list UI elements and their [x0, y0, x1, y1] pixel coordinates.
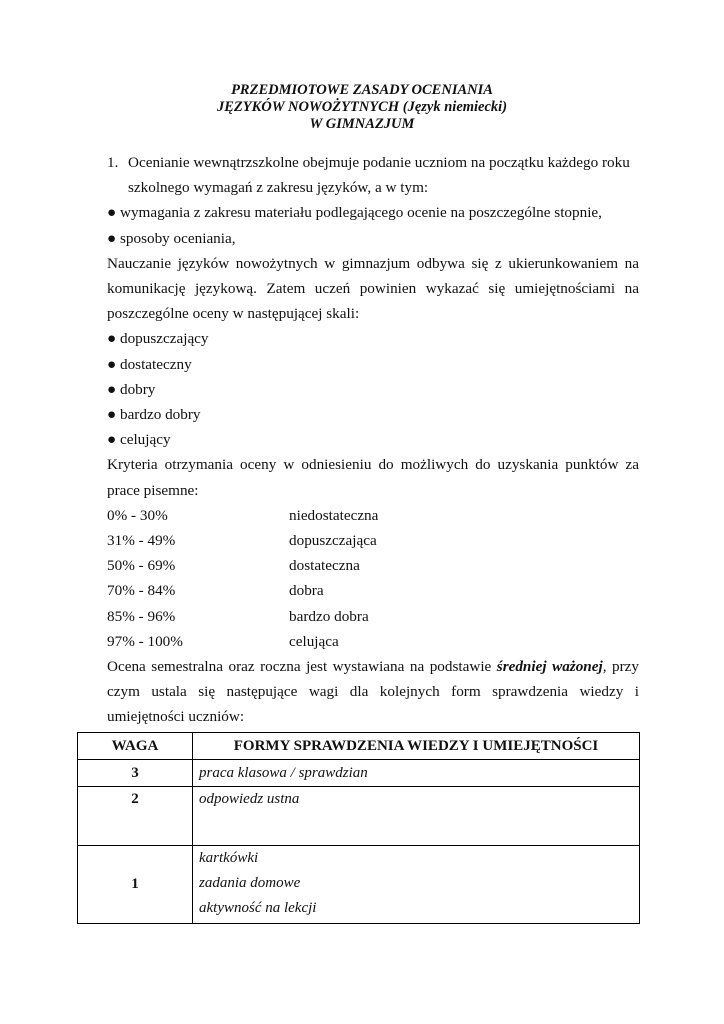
criteria-range: 31% - 49%: [107, 532, 176, 550]
criteria-row: [107, 528, 639, 553]
weights-table: [77, 732, 640, 924]
numbered-item: [107, 150, 639, 175]
item-text-line-1: Ocenianie wewnątrzszkolne obejmuje podanie uczniom na początku każdego roku: [128, 154, 630, 171]
document-header: [0, 82, 724, 133]
table-row: [78, 787, 640, 846]
criteria-range: 50% - 69%: [107, 557, 176, 575]
criteria-grade: dostateczna: [289, 557, 360, 575]
criteria-range: 0% - 30%: [107, 506, 168, 524]
grade-bullet: ● dobry: [107, 380, 156, 398]
table-row: [78, 760, 640, 787]
form-item: kartkówki: [199, 850, 259, 866]
document-body: [107, 150, 639, 730]
criteria-row: [107, 553, 639, 578]
criteria-intro: Kryteria otrzymania oceny w odniesieniu do możliwych do uzyskania punktów za prace pisemne:: [107, 456, 639, 499]
criteria-range: 97% - 100%: [107, 632, 183, 650]
item-number: 1.: [107, 154, 119, 171]
paragraph-nauczanie: Nauczanie języków nowożytnych w gimnazjum odbywa się z ukierunkowaniem na komunikację językową. Zatem uczeń powinien wykazać się umiejętnościami na poszczególne oceny w następującej skali:: [107, 254, 639, 323]
paragraph-ocena: [107, 654, 639, 730]
header-formy: FORMY SPRAWDZENIA WIEDZY I UMIEJĘTNOŚCI: [193, 733, 640, 760]
grade-bullet: ● dostateczny: [107, 355, 192, 373]
header-waga: WAGA: [78, 733, 193, 760]
criteria-grade: dopuszczająca: [289, 532, 377, 550]
item-text-line-2: szkolnego wymagań z zakresu języków, a w tym:: [128, 179, 429, 197]
grade-bullet: ● bardzo dobry: [107, 406, 201, 424]
weight-cell: 3: [78, 760, 193, 787]
criteria-range: 85% - 96%: [107, 607, 176, 625]
criteria-row: [107, 604, 639, 629]
criteria-row: [107, 503, 639, 528]
table-header-row: [78, 733, 640, 760]
form-item: aktywność na lekcji: [199, 900, 317, 916]
forms-cell: praca klasowa / sprawdzian: [193, 760, 640, 787]
criteria-row: [107, 629, 639, 654]
paragraph-ocena-after: , przy czym ustala się następujące wagi dla kolejnych form sprawdzenia wiedzy i umiejętności uczniów:: [107, 658, 639, 726]
criteria-grade: bardzo dobra: [289, 607, 369, 625]
criteria-grade: niedostateczna: [289, 506, 379, 524]
criteria-row: [107, 578, 639, 603]
emphasis-srednia-wazona: średniej ważonej: [496, 658, 603, 676]
criteria-range: 70% - 84%: [107, 582, 176, 600]
title-line-3: W GIMNAZJUM: [309, 116, 415, 132]
grade-bullet: ● dopuszczający: [107, 330, 209, 348]
forms-cell: [193, 846, 640, 924]
weight-cell: 2: [78, 787, 193, 846]
forms-cell: odpowiedz ustna: [193, 787, 640, 846]
title-line-2: JĘZYKÓW NOWOŻYTNYCH (Język niemiecki): [216, 99, 508, 115]
table-row: [78, 846, 640, 924]
paragraph-ocena-before: Ocena semestralna oraz roczna jest wystawiana na podstawie: [107, 658, 497, 676]
weight-cell: 1: [78, 846, 193, 924]
grade-bullet: ● celujący: [107, 431, 171, 449]
form-item: zadania domowe: [199, 875, 301, 891]
bullet-item: ● sposoby oceniania,: [107, 229, 236, 247]
criteria-grade: dobra: [289, 582, 324, 600]
criteria-grade: celująca: [289, 632, 339, 650]
bullet-item: ● wymagania z zakresu materiału podlegającego ocenie na poszczególne stopnie,: [107, 204, 602, 222]
title-line-1: PRZEDMIOTOWE ZASADY OCENIANIA: [231, 82, 493, 98]
